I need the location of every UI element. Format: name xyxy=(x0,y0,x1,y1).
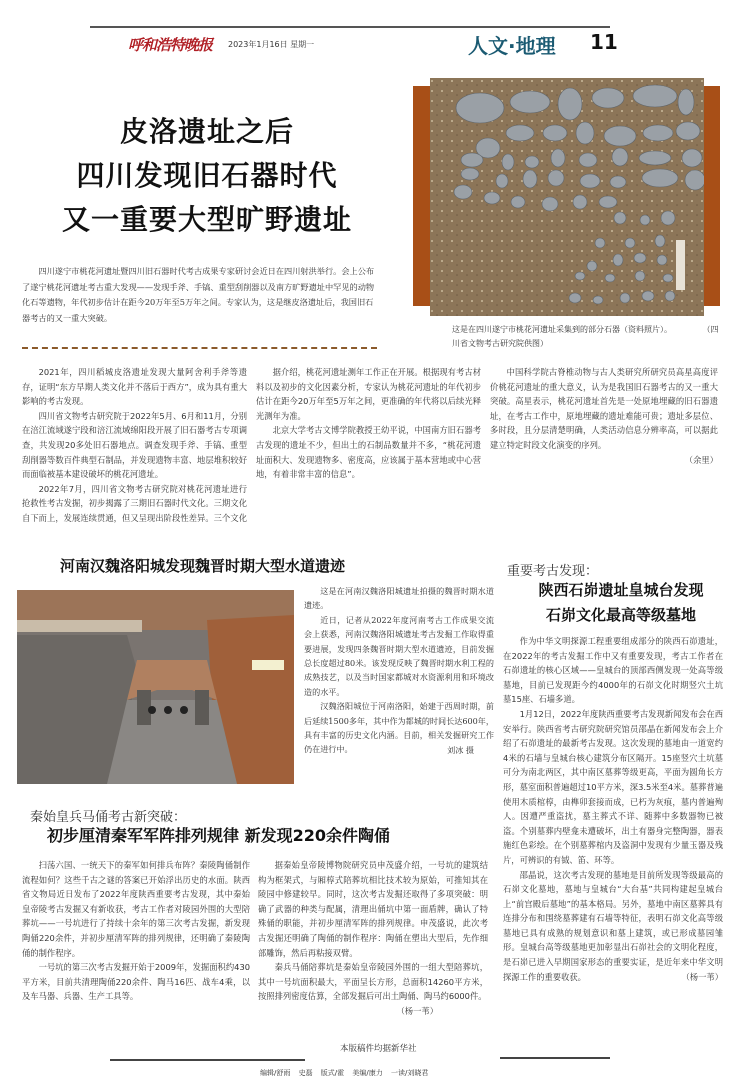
byline xyxy=(490,453,718,468)
article1-headline xyxy=(22,110,392,242)
headline-line: 又一重要大型旷野遗址 xyxy=(61,203,352,236)
issue-date: 2023年1月16日 星期一 xyxy=(228,40,315,49)
paragraph: 作为中华文明探源工程重要组成部分的陕西石峁遗址，在2022年的考古发掘工作中又有重要发现，考古工作者在石峁遗址的核心区域——皇城台的顶部西侧发现一处高等级墓地，目前已发现距今约4000年的石峁文化时期竖穴土坑墓15座、石墙多道。 xyxy=(503,636,723,705)
article4-column-1 xyxy=(22,858,250,1004)
paragraph: 邵晶说，这次考古发现的墓地是目前所发现等级最高的石峁文化墓地，墓地与皇城台“大台基”共同构建起皇城台上“前宫殿后墓地”的基本格局。另外，墓地中南区墓葬具有连排分布和围绕墓葬建有石墙等特征，表明石峁文化高等级墓地已具有成熟的规划意识和墓上建筑，或已形成墓园雏形。皇城台高等级墓地更加彰显出石峁社会的文明化程度，是石峁已进入早期国家形态的重要实证，是近年来中华文明探源工作的重要收获。 xyxy=(503,869,723,982)
waterway-photo xyxy=(17,590,294,784)
headline-line: 皮洛遗址之后 xyxy=(119,115,294,148)
paragraph: 中国科学院古脊椎动物与古人类研究所研究员高星高度评价桃花河遗址的重大意义，认为是我国旧石器考古的又一重大突破。高星表示，桃花河遗址首先是一处原地埋藏的旧石器遗址，在考古工作中，原地埋藏的遗址难能可贵；遗址多层位、多时段，且分层清楚明确，人类活动信息分辨率高，可以据此建立特定时段文化演变的序列。 xyxy=(490,367,718,450)
paragraph: 近日，记者从2022年度河南考古工作成果交流会上获悉，河南汉魏洛阳城遗址考古发掘工作取得重要进展，发现四条魏晋时期大型水道遗迹，目前发掘总长度超过80米。该发现反映了魏晋时期水利工程的成熟技艺，以及当时国家都城对水资源利用和环境改造的水平。 xyxy=(304,614,494,697)
byline xyxy=(258,1004,488,1019)
article1-column-2 xyxy=(256,365,481,511)
paragraph: 秦兵马俑陪葬坑是秦始皇帝陵园外围的一组大型陪葬坑，其中一号坑面积最大，平面呈长方形，总面积14260平方米，按照排列密度估算，全部发掘后可出土陶俑、陶马约6000件。 xyxy=(258,962,488,1002)
stone-tools-photo xyxy=(430,78,704,316)
editor-credits: 编辑/舒雨 史磊 版式/霍 美编/康力 一读/刘晓君 xyxy=(260,1069,429,1077)
article1-column-3 xyxy=(490,365,718,467)
footer-rule xyxy=(500,1057,610,1059)
article2-headline: 河南汉魏洛阳城发现魏晋时期大型水道遗迹 xyxy=(60,557,346,575)
headline-line: 四川发现旧石器时代 xyxy=(76,159,338,192)
article3-headline xyxy=(507,578,735,628)
article3-body xyxy=(503,634,723,1054)
byline-text: （杨一苇） xyxy=(396,1005,438,1016)
article4-column-2 xyxy=(258,858,488,1033)
paragraph: 2022年7月，四川省文物考古研究院对桃花河遗址进行抢救性考古发掘，初步揭露了三期旧石器时代文化。三期文化自下而上，发展连续贯通，但又呈现出阶段性差异。三个文化 xyxy=(22,483,247,523)
headline-line: 石峁文化最高等级墓地 xyxy=(545,606,696,624)
photo1-caption xyxy=(452,323,722,351)
paragraph: 2021年，四川稻城皮洛遗址发现大量阿舍利手斧等遗存，证明“东方早期人类文化并不落后于西方”，成为具有重大影响的考古发现。 xyxy=(22,367,247,407)
paragraph: 一号坑的第三次考古发掘开始于2009年，发掘面积约430平方米，目前共清理陶俑220余件、陶马16匹、战车4乘，以及车马器、兵器、生产工具等。 xyxy=(22,962,250,1002)
section-title: 人文·地理 xyxy=(468,34,556,58)
paragraph: 四川省文物考古研究院于2022年5月、6月和11月，分别在涪江流域遂宁段和涪江流域绵阳段开展了旧石器考古专项调查，共发现20多处旧石器地点。调查发现手斧、手镐、重型刮削器等数百件典型石制品，并发现遗物丰富、地层堆积较好而面临被基本建设破坏的桃花河遗址。 xyxy=(22,410,247,480)
byline-text: （余里） xyxy=(684,454,718,465)
article2-body xyxy=(304,584,494,757)
article3-kicker: 重要考古发现： xyxy=(507,564,599,579)
paragraph: 汉魏洛阳城位于河南洛阳，始建于西周时期，前后延续1500多年，其中作为都城的时间长达600年，具有丰富的历史文化内涵。目前，相关发掘研究工作仍在进行中。 xyxy=(304,701,494,755)
paragraph: 1月12日，2022年度陕西重要考古发现新闻发布会在西安举行。陕西省考古研究院研究馆员邵晶在新闻发布会上介绍了石峁遗址的最新考古发现。这次发现的墓地由一道宽约4米的石墙与皇城台核心建筑分布区隔开。15座竖穴土坑墓可分为南北两区，其中南区墓葬等级更高，平面为圆角长方形，墓室面积普遍超过10平方米，深3.5米至4米。墓葬普遍使用木质棺椁，由榫卯套接而成，已朽为灰痕，墓内普遍殉人。因遭严重盗扰，墓主葬式不详、随葬中多数器物已被盗。个别墓葬内壁龛未遭破坏，出土有器身完整陶器，器表施红色彩绘。在个别墓葬棺内及盗洞中发现有少量玉器及残片，可辨识的有钺、笛、环等。 xyxy=(503,708,723,865)
photo2-caption: 这是在河南汉魏洛阳城遗址拍摄的魏晋时期水道遗迹。 xyxy=(304,586,494,611)
article4-headline: 初步厘清秦军军阵排列规律 新发现220余件陶俑 xyxy=(47,826,390,845)
paragraph: 北京大学考古文博学院教授王幼平说，中国南方旧石器考古发现的遗址不少，但出土的石制品数量并不多，“桃花河遗址面积大、发现遗物多、密度高，应该属于基本营地或中心营地，有着非常丰富的信息”。 xyxy=(256,425,481,480)
article1-column-1 xyxy=(22,365,247,526)
newspaper-logo: 呼和浩特晚报 xyxy=(128,36,213,54)
headline-line: 陕西石峁遗址皇城台发现 xyxy=(538,581,704,599)
dashed-divider xyxy=(22,347,377,349)
paragraph: 据秦始皇帝陵博物院研究员申茂盛介绍，一号坑的建筑结构为框架式，与厢椁式陪葬坑相比技术较为原始，可推知其在陵园中修建较早。同时，这次考古发掘还取得了多项突破：明确了武器的种类与配属，清理出俑坑中第一面盾牌，确认了特殊俑的职能，并初步厘清军阵的排列规律。申茂盛说，此次考古发掘还明确了陶俑的制作程序：陶俑在塑出大型后，先作细部雕饰，然后再粘接双臂。 xyxy=(258,860,488,958)
footer-rule xyxy=(110,1059,305,1061)
article4-kicker: 秦始皇兵马俑考古新突破： xyxy=(30,810,187,825)
paragraph: 扫荡六国、一统天下的秦军如何排兵布阵？秦陵陶俑制作流程如何？这些千古之谜的答案已开始浮出历史的水面。陕西省文物局近日发布了2022年度陕西重要考古发现，其中秦始皇帝陵考古发掘又有新收获，考古工作者对陵园外围的大型陪葬坑——一号坑进行了持续十余年的第三次考古发掘，新发现陶俑220余件，并初步厘清军阵的排列规律，还明确了秦陵陶俑的制作程序。 xyxy=(22,860,250,958)
paragraph: 据介绍，桃花河遗址测年工作正在开展。根据现有考古材料以及初步的文化因素分析，专家认为桃花河遗址的年代初步估计在距今20万年至5万年之间，更准确的年代将以后续光释光测年为准。 xyxy=(256,367,481,421)
article1-lead: 四川遂宁市桃花河遗址暨四川旧石器时代考古成果专家研讨会近日在四川射洪举行。会上公布了遂宁桃花河遗址考古重大发现——发现手斧、手镐、重型刮削器以及南方旷野遗址中罕见的动物化石等遗物，年代初步估计在距今20万年至5万年之间。专家认为，这是继皮洛遗址后，我国旧石器考古的又一重大突破。 xyxy=(22,266,375,323)
page-number: 11 xyxy=(590,30,618,54)
header-rule xyxy=(90,26,610,28)
byline-text: 刘冰 摄 xyxy=(447,744,474,755)
photo1-credit: （四川省文物考古研究院供图） xyxy=(452,325,719,348)
byline-text: （杨一苇） xyxy=(681,972,723,983)
source-credit: 本版稿件均据新华社 xyxy=(340,1044,417,1054)
photo1-caption-text: 这是在四川遂宁市桃花河遗址采集到的部分石器（资料照片）。 xyxy=(452,325,672,334)
